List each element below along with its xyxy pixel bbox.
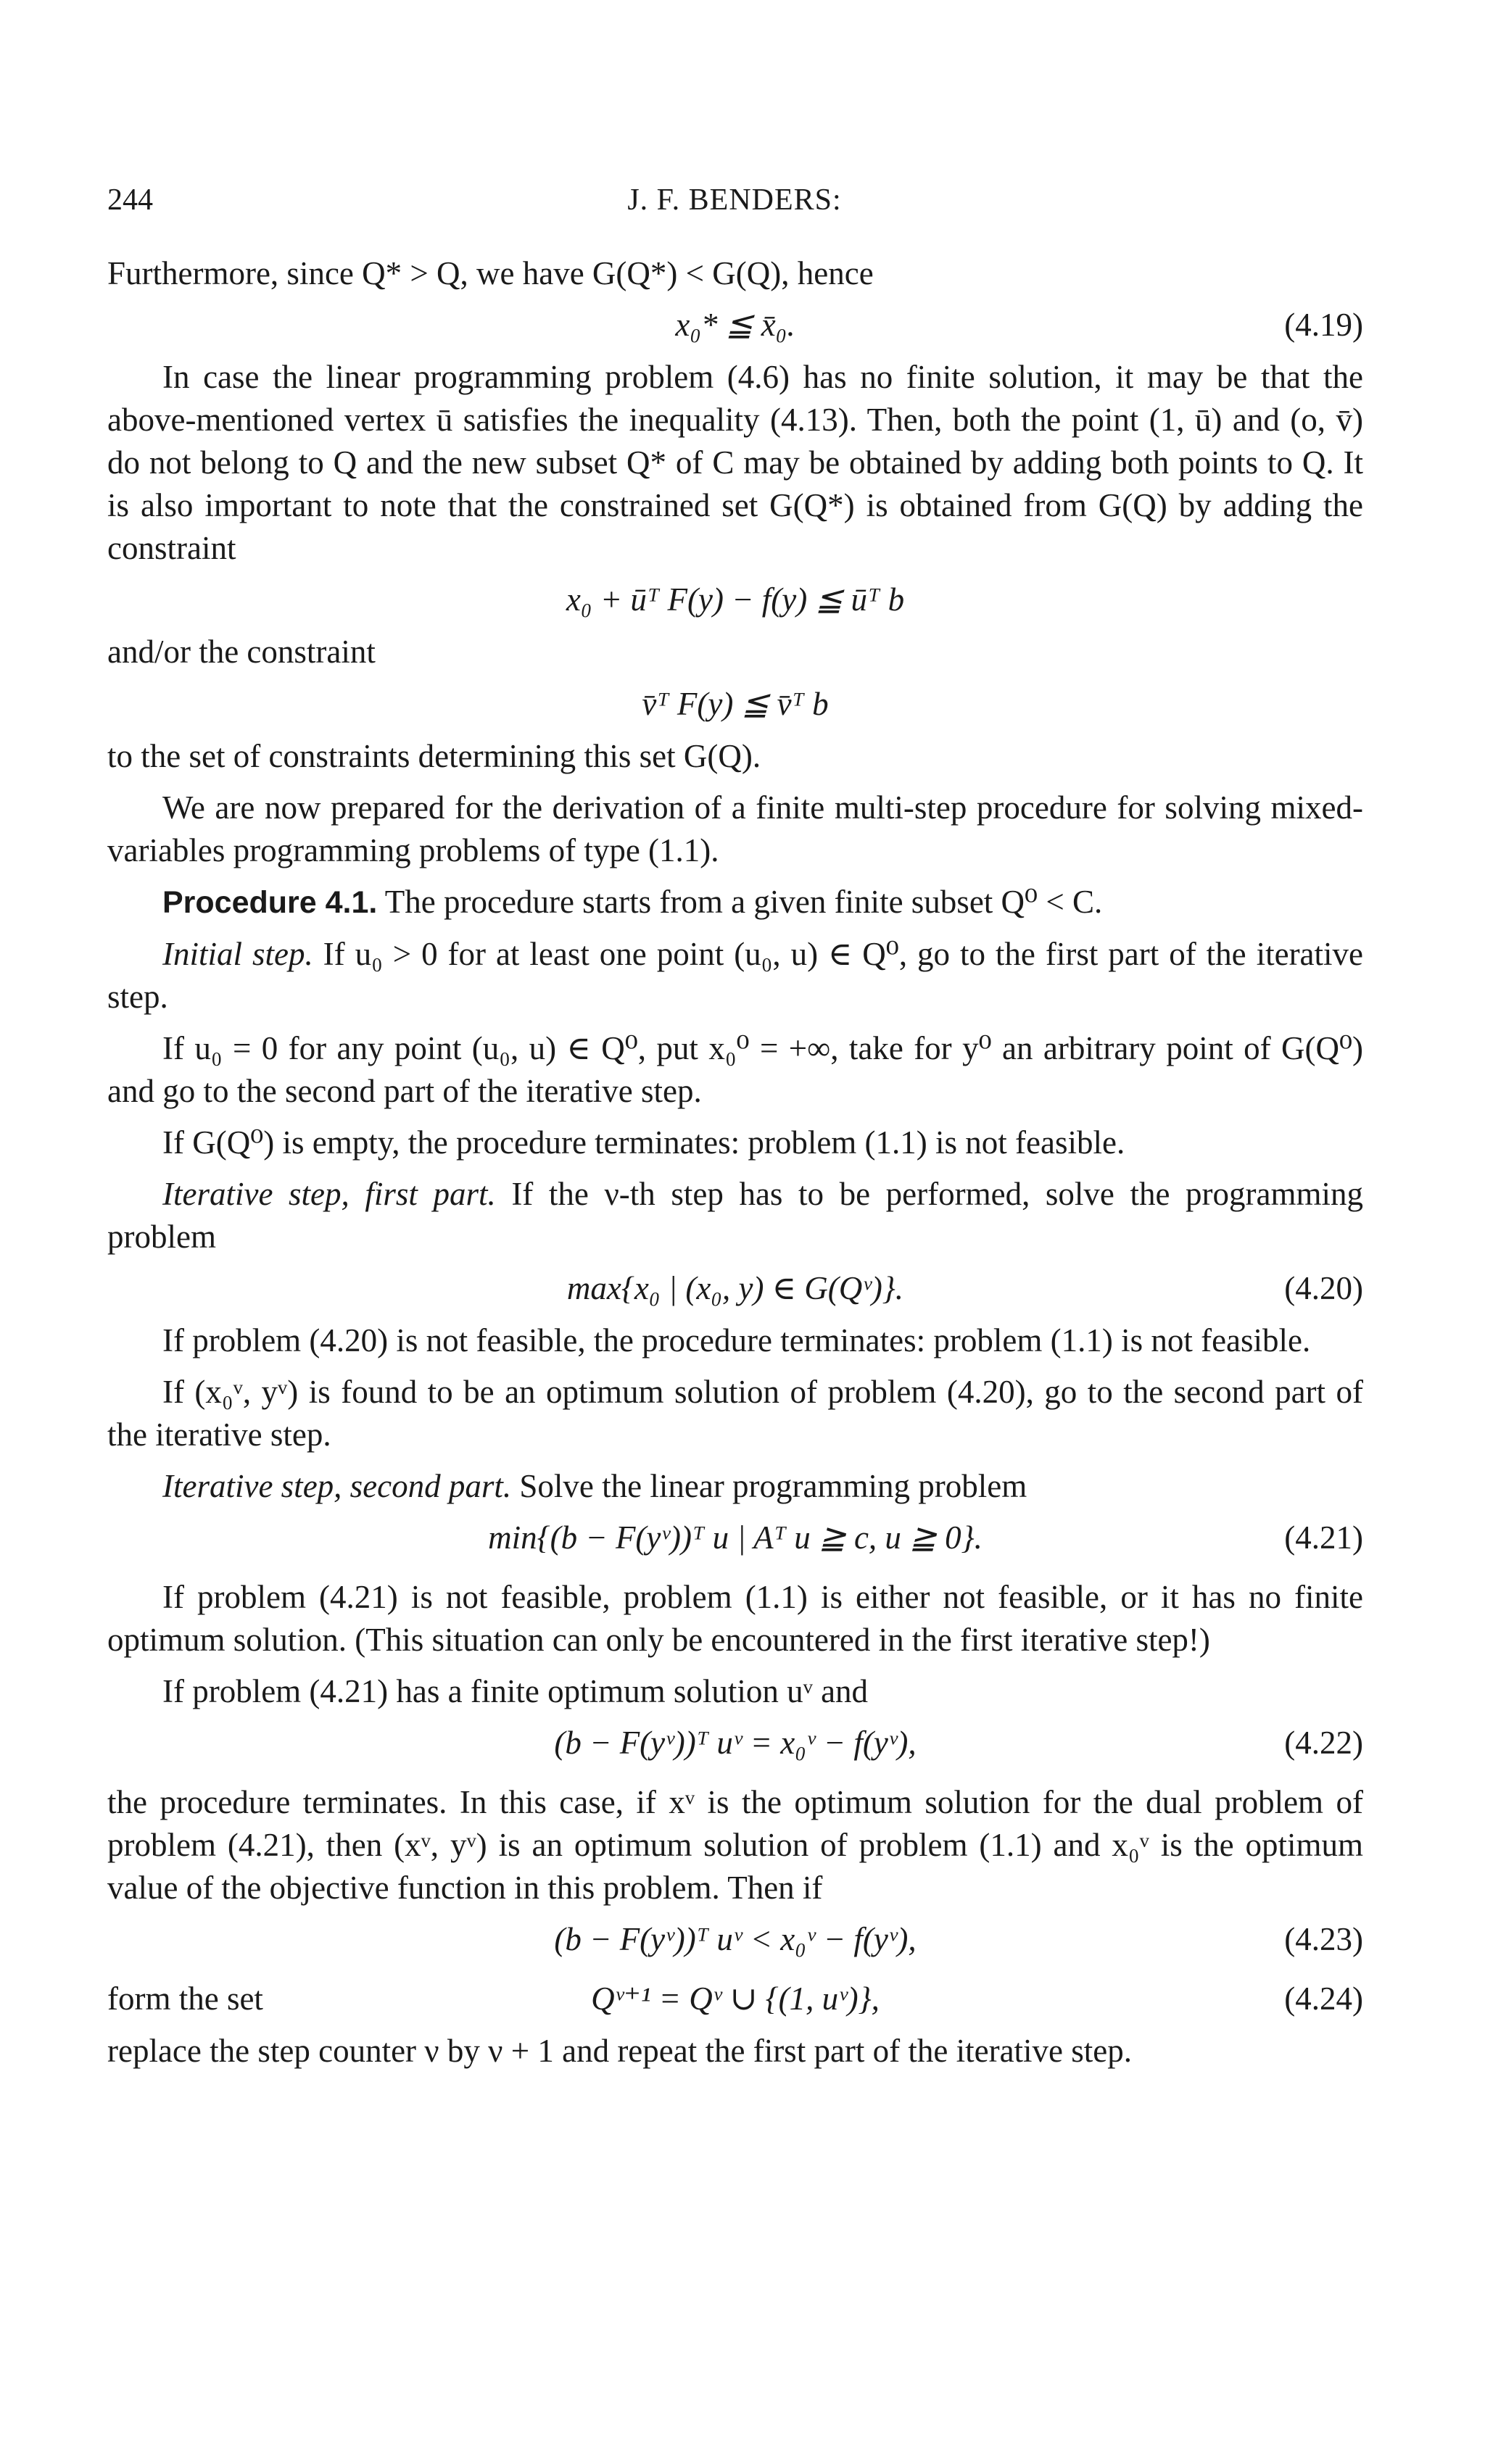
- paragraph: the procedure terminates. In this case, if xᵛ is the optimum solution for the dual problem of problem (4.21), then (xᵛ, yᵛ) is an optimum solution of problem (1.1) and x₀ᵛ is the optimum value of the objective function in this problem. Then if: [107, 1784, 1363, 1906]
- equation-constraint-2: [107, 631, 1363, 676]
- equation-constraint-1: [107, 578, 1363, 623]
- running-header: [107, 183, 1362, 226]
- equation-body: max{x₀ | (x₀, y) ∈ G(Qᵛ)}.: [566, 1270, 904, 1306]
- iterative-second-text: Solve the linear programming problem: [511, 1468, 1027, 1504]
- paragraph: to the set of constraints determining this set G(Q).: [107, 738, 761, 774]
- initial-step-paragraph: [107, 933, 1363, 1019]
- equation-number: (4.23): [1284, 1921, 1363, 1957]
- paragraph: If problem (4.21) has a finite optimum solution uᵛ and: [162, 1673, 869, 1709]
- iterative-first-label: Iterative step, first part.: [162, 1176, 496, 1212]
- equation-body: Qᵛ⁺¹ = Qᵛ ∪ {(1, uᵛ)},: [591, 1980, 880, 2017]
- equation-4-23: [107, 1918, 1363, 1970]
- paragraph: In case the linear programming problem (4.6) has no finite solution, it may be that the above-mentioned vertex ū satisfies the inequality (4.13). Then, both the point (1, ū) and (o, v̄) do not belong to Q and the new subset Q* of C may be obtained by adding both points to Q. It is also important to note that the constrained set G(Q*) is obtained from G(Q) by adding the constraint: [107, 359, 1363, 566]
- equation-number: (4.24): [1284, 1980, 1363, 2017]
- equation-constraint-2-body: [107, 683, 1363, 728]
- equation-number: (4.22): [1284, 1725, 1363, 1761]
- equation-number: (4.19): [1284, 307, 1363, 343]
- paragraph: If problem (4.21) is not feasible, problem (1.1) is either not feasible, or it has no finite optimum solution. (This situation can only be encountered in the first iterative step!): [107, 1579, 1363, 1658]
- paragraph: If u₀ = 0 for any point (u₀, u) ∈ Q⁰, put x₀⁰ = +∞, take for y⁰ an arbitrary point of G(Q⁰) and go to the second part of the iterative step.: [107, 1030, 1363, 1109]
- procedure-label: Procedure 4.1.: [162, 885, 378, 920]
- iterative-second-paragraph: [107, 1465, 1363, 1508]
- procedure-paragraph: [107, 881, 1363, 924]
- equation-body: min{(b − F(yᵛ))ᵀ u | Aᵀ u ≧ c, u ≧ 0}.: [488, 1519, 983, 1556]
- initial-step-label: Initial step.: [162, 936, 313, 972]
- iterative-first-text: If the ν-th step has to be performed, solve the programming problem: [107, 1176, 1363, 1255]
- initial-step-text: If u₀ > 0 for at least one point (u₀, u) ∈ Q⁰, go to the first part of the iterative step.: [107, 936, 1364, 1015]
- equation-body: v̄ᵀ F(y) ≦ v̄ᵀ b: [642, 686, 829, 722]
- paragraph: If G(Q⁰) is empty, the procedure terminates: problem (1.1) is not feasible.: [162, 1124, 1125, 1161]
- procedure-text: The procedure starts from a given finite subset Q⁰ < C.: [377, 884, 1103, 920]
- paragraph: replace the step counter ν by ν + 1 and repeat the first part of the iterative step.: [107, 2033, 1133, 2069]
- page-number: 244: [107, 183, 153, 217]
- running-title: J. F. BENDERS:: [627, 183, 842, 217]
- paragraph: We are now prepared for the derivation of a finite multi-step procedure for solving mixed-variables programming problems of type (1.1).: [107, 789, 1363, 868]
- equation-number: (4.20): [1284, 1270, 1363, 1306]
- paragraph: If (x₀ᵛ, yᵛ) is found to be an optimum solution of problem (4.20), go to the second part of the iterative step.: [107, 1374, 1363, 1453]
- equation-body: x₀* ≦ x̄₀.: [675, 307, 795, 343]
- iterative-first-paragraph: [107, 1173, 1363, 1258]
- page-body: [107, 252, 1363, 2081]
- equation-body: x₀ + ūᵀ F(y) − f(y) ≦ ūᵀ b: [566, 581, 905, 618]
- iterative-second-label: Iterative step, second part.: [162, 1468, 512, 1504]
- equation-body: (b − F(yᵛ))ᵀ uᵛ = x₀ᵛ − f(yᵛ),: [554, 1725, 917, 1761]
- form-set-text: form the set: [107, 1980, 263, 2017]
- equation-4-21: [107, 1517, 1363, 1569]
- equation-4-24: [107, 1978, 1363, 2023]
- equation-4-19: [107, 304, 1363, 349]
- paragraph: Furthermore, since Q* > Q, we have G(Q*) < G(Q), hence: [107, 255, 874, 291]
- equation-4-20: [107, 1267, 1363, 1312]
- and-or-text: and/or the constraint: [107, 634, 376, 670]
- paragraph: If problem (4.20) is not feasible, the procedure terminates: problem (1.1) is not feasible.: [162, 1322, 1311, 1358]
- equation-body: (b − F(yᵛ))ᵀ uᵛ < x₀ᵛ − f(yᵛ),: [554, 1921, 917, 1957]
- equation-4-22: [107, 1722, 1363, 1774]
- equation-number: (4.21): [1284, 1519, 1363, 1556]
